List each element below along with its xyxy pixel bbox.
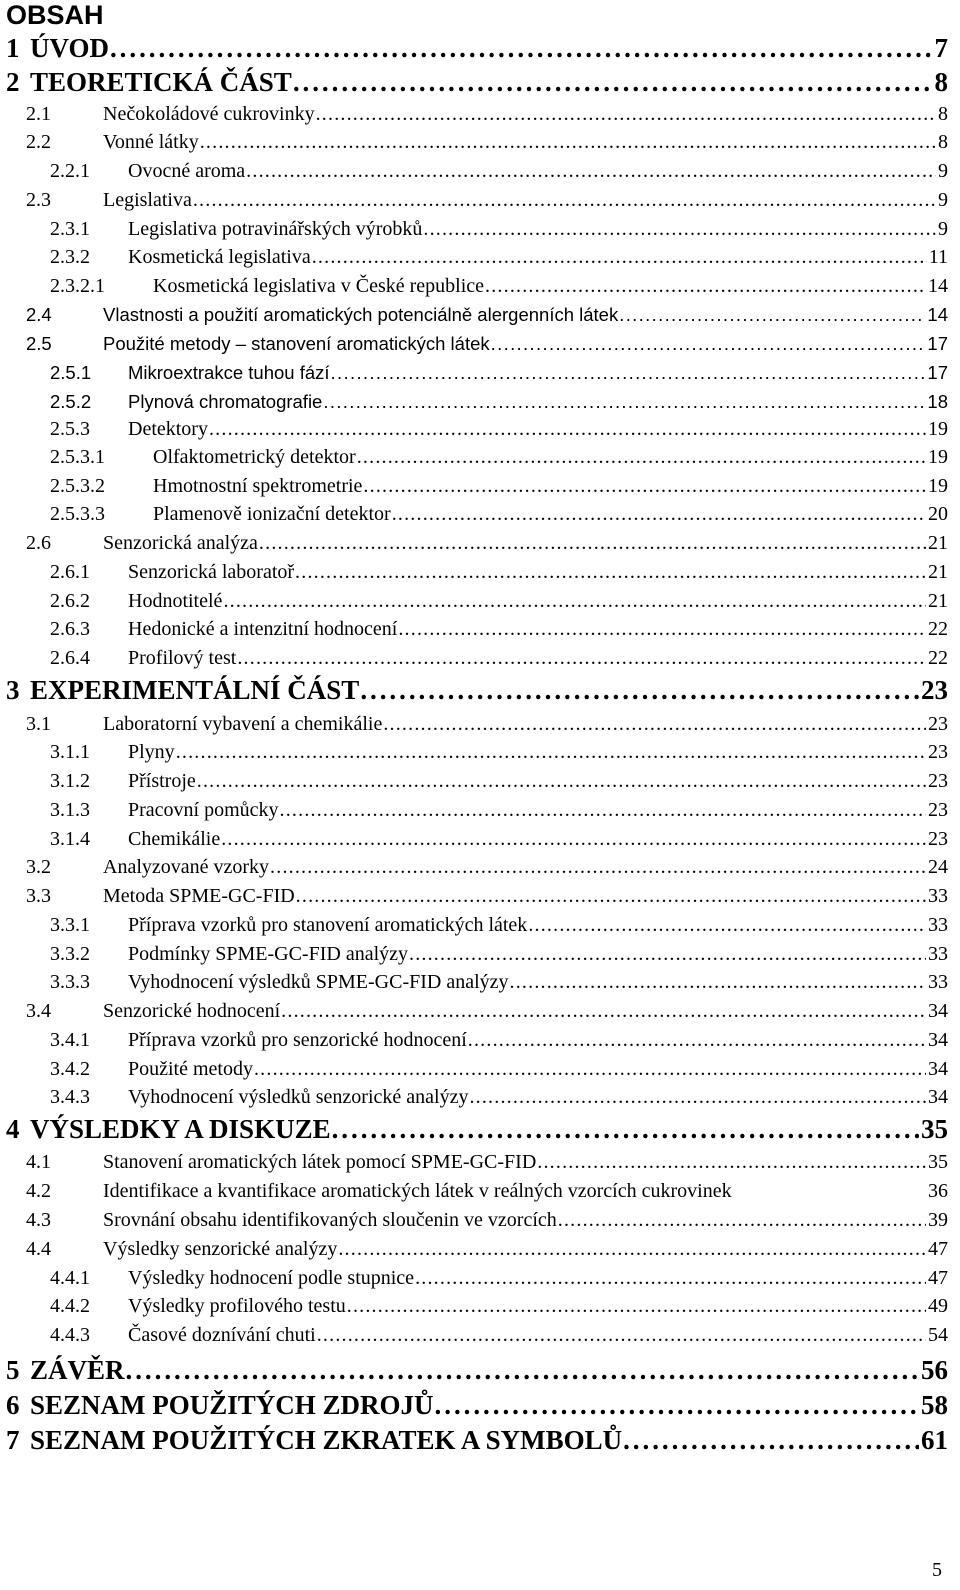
toc-entry-number: 3.1.4: [50, 828, 90, 850]
toc-entry-title: ZÁVĚR: [30, 1355, 125, 1385]
toc-entry-page: 20: [928, 503, 948, 525]
toc-entry-page: 33: [928, 914, 948, 936]
toc-entry-title: Laboratorní vybavení a chemikálie: [103, 713, 383, 735]
toc-dot-leader: [357, 446, 926, 469]
toc-entry[interactable]: [26, 529, 948, 555]
toc-entry-page: 35: [921, 1114, 948, 1144]
toc-entry-page: 54: [928, 1324, 948, 1346]
toc-entry[interactable]: [50, 1264, 948, 1290]
toc-entry-title: Použité metody: [128, 1058, 253, 1080]
toc-entry-number: 3.3.1: [50, 914, 90, 936]
toc-dot-leader: [409, 943, 926, 966]
toc-entry-title: Hmotnostní spektrometrie: [153, 475, 363, 497]
toc-entry[interactable]: [26, 300, 948, 326]
toc-entry[interactable]: [50, 1055, 948, 1081]
toc-dot-leader: [296, 885, 926, 908]
toc-entry[interactable]: [50, 243, 948, 269]
toc-entry-page: 22: [928, 647, 948, 669]
toc-entry-number: 3.3: [26, 885, 51, 907]
toc-entry-number: 4.4.3: [50, 1324, 90, 1346]
toc-entry-page: 23: [928, 828, 948, 850]
toc-dot-leader: [221, 828, 926, 851]
toc-dot-leader: [246, 160, 936, 183]
toc-entry-number: 4.1: [26, 1151, 51, 1173]
toc-entry-page: 33: [928, 971, 948, 993]
toc-entry-title: Identifikace a kvantifikace aromatických látek v reálných vzorcích cukrovinek: [103, 1180, 732, 1202]
toc-dot-leader: [347, 1295, 926, 1318]
toc-entry-number: 2.3: [26, 189, 51, 211]
toc-entry[interactable]: [50, 157, 948, 183]
toc-entry-number: 2.5.2: [50, 391, 92, 412]
toc-dot-leader: [338, 1238, 926, 1261]
toc-dot-leader: [176, 741, 926, 764]
toc-entry[interactable]: [50, 415, 948, 441]
toc-entry-number: 2.6.2: [50, 590, 90, 612]
toc-entry-title: Nečokoládové cukrovinky: [103, 103, 315, 125]
toc-entry-title: Hodnotitelé: [128, 590, 223, 612]
toc-entry-page: 14: [927, 304, 948, 325]
toc-entry[interactable]: [26, 997, 948, 1023]
toc-entry-title: Analyzované vzorky: [103, 856, 270, 878]
toc-entry-title: Plyny: [128, 741, 175, 763]
toc-entry-page: 61: [921, 1425, 948, 1455]
toc-entry-number: 3.1: [26, 713, 51, 735]
toc-entry-page: 22: [928, 618, 948, 640]
toc-entry-title: Profilový test: [128, 647, 237, 669]
toc-entry-number: 2.5.3.1: [50, 446, 105, 468]
toc-dot-leader: [312, 246, 927, 269]
toc-entry-page: 21: [928, 561, 948, 583]
toc-entry[interactable]: [26, 1206, 948, 1232]
toc-entry-title: Hedonické a intenzitní hodnocení: [128, 618, 398, 640]
toc-entry[interactable]: [26, 186, 948, 212]
toc-entry[interactable]: [50, 558, 948, 584]
toc-entry[interactable]: [50, 500, 948, 526]
toc-entry[interactable]: [6, 1389, 948, 1421]
toc-entry-page: 14: [928, 275, 948, 297]
toc-dot-leader: [435, 1390, 919, 1421]
toc-entry-number: 6: [6, 1390, 20, 1420]
toc-entry-page: 34: [928, 1000, 948, 1022]
toc-entry-title: Olfaktometrický detektor: [153, 446, 356, 468]
toc-entry-number: 2.5.3.2: [50, 475, 105, 497]
toc-dot-leader: [528, 914, 926, 937]
toc-entry-title: Chemikálie: [128, 828, 221, 850]
toc-entry-title: Kosmetická legislativa: [128, 246, 311, 268]
toc-entry-title: EXPERIMENTÁLNÍ ČÁST: [30, 675, 360, 705]
toc-dot-leader: [270, 856, 926, 879]
toc-entry[interactable]: [26, 329, 948, 355]
toc-entry[interactable]: [6, 32, 948, 64]
toc-entry-number: 4.4: [26, 1238, 51, 1260]
toc-entry[interactable]: [50, 615, 948, 641]
toc-entry[interactable]: [6, 1113, 948, 1145]
toc-entry[interactable]: [50, 825, 948, 851]
toc-entry-page: 39: [928, 1209, 948, 1231]
toc-entry[interactable]: [50, 1321, 948, 1347]
toc-entry[interactable]: [26, 128, 948, 154]
toc-entry-page: 33: [928, 943, 948, 965]
toc-entry-number: 2.4: [26, 304, 52, 325]
toc-entry-title: Výsledky hodnocení podle stupnice: [128, 1267, 415, 1289]
toc-entry[interactable]: [26, 710, 948, 736]
toc-entry[interactable]: [50, 1026, 948, 1052]
toc-entry[interactable]: [50, 644, 948, 670]
toc-dot-leader: [510, 971, 926, 994]
toc-dot-leader: [200, 131, 936, 154]
toc-entry-number: 3.4.3: [50, 1086, 90, 1108]
toc-dot-leader: [363, 475, 926, 498]
toc-entry-title: Příprava vzorků pro stanovení aromatických látek: [128, 914, 528, 936]
toc-entry-number: 2.6: [26, 532, 51, 554]
toc-entry-page: 19: [928, 475, 948, 497]
toc-entry-number: 5: [6, 1355, 20, 1385]
toc-entry-title: Časové doznívání chuti: [128, 1324, 316, 1346]
toc-dot-leader: [316, 103, 936, 126]
toc-entry[interactable]: [26, 1177, 948, 1203]
toc-entry-title: Výsledky profilového testu: [128, 1295, 346, 1317]
toc-entry-page: 18: [927, 391, 948, 412]
toc-entry-page: 33: [928, 885, 948, 907]
toc-entry-page: 34: [928, 1029, 948, 1051]
toc-entry-title: SEZNAM POUŽITÝCH ZKRATEK A SYMBOLŮ: [30, 1425, 623, 1455]
toc-entry[interactable]: [50, 215, 948, 241]
toc-entry-number: 2.3.2: [50, 246, 90, 268]
toc-entry-page: 23: [928, 799, 948, 821]
toc-entry-page: 36: [928, 1180, 948, 1202]
toc-entry-title: Pracovní pomůcky: [128, 799, 279, 821]
toc-entry-title: Příprava vzorků pro senzorické hodnocení: [128, 1029, 467, 1051]
toc-entry-page: 17: [927, 333, 948, 354]
toc-entry[interactable]: [50, 940, 948, 966]
toc-entry-page: 47: [928, 1238, 948, 1260]
toc-entry-page: 8: [938, 131, 948, 153]
toc-entry-title: SEZNAM POUŽITÝCH ZDROJŮ: [30, 1390, 434, 1420]
toc-entry-number: 3.3.2: [50, 943, 90, 965]
toc-entry-title: Použité metody – stanovení aromatických látek: [103, 333, 490, 354]
toc-entry[interactable]: [26, 853, 948, 879]
toc-heading: OBSAH: [6, 0, 104, 30]
toc-entry-title: Kosmetická legislativa v České republice: [153, 275, 485, 297]
toc-entry-title: Senzorická laboratoř: [128, 561, 295, 583]
toc-entry-number: 7: [6, 1425, 20, 1455]
toc-entry[interactable]: [50, 738, 948, 764]
toc-entry[interactable]: [6, 1424, 948, 1456]
toc-entry[interactable]: [50, 1083, 948, 1109]
toc-entry-number: 4.3: [26, 1209, 51, 1231]
toc-entry[interactable]: [6, 66, 948, 98]
toc-entry[interactable]: [26, 1235, 948, 1261]
toc-entry[interactable]: [50, 272, 948, 298]
toc-entry-page: 17: [927, 362, 948, 383]
toc-entry[interactable]: [50, 796, 948, 822]
toc-entry-page: 23: [928, 770, 948, 792]
toc-entry[interactable]: [50, 358, 948, 384]
toc-entry-number: 2.3.2.1: [50, 275, 105, 297]
toc-entry-title: Srovnání obsahu identifikovaných sloučenin ve vzorcích: [103, 1209, 557, 1231]
toc-entry-title: Vlastnosti a použití aromatických potenciálně alergenních látek: [103, 304, 619, 325]
toc-entry-page: 34: [928, 1058, 948, 1080]
toc-entry-page: 8: [934, 67, 948, 97]
toc-entry-number: 3.1.2: [50, 770, 90, 792]
toc-dot-leader: [392, 503, 926, 526]
toc-entry-number: 3: [6, 675, 20, 705]
toc-dot-leader: [280, 799, 926, 822]
toc-entry[interactable]: [50, 443, 948, 469]
toc-entry-number: 4.2: [26, 1180, 51, 1202]
toc-entry-title: Plynová chromatografie: [128, 391, 323, 412]
toc-entry-number: 3.4.2: [50, 1058, 90, 1080]
toc-dot-leader: [281, 1000, 926, 1023]
toc-entry-title: Vyhodnocení výsledků SPME-GC-FID analýzy: [128, 971, 509, 993]
toc-dot-leader: [317, 1324, 926, 1347]
toc-entry-page: 9: [938, 189, 948, 211]
toc-entry-page: 24: [928, 856, 948, 878]
toc-entry-page: 56: [921, 1355, 948, 1385]
toc-entry-number: 2.1: [26, 103, 51, 125]
toc-entry[interactable]: [6, 674, 948, 706]
toc-entry-title: Legislativa potravinářských výrobků: [128, 218, 423, 240]
toc-dot-leader: [254, 1058, 926, 1081]
toc-dot-leader: [619, 304, 925, 326]
toc-entry-number: 3.4: [26, 1000, 51, 1022]
toc-entry-number: 3.2: [26, 856, 51, 878]
toc-entry-number: 1: [6, 33, 20, 63]
toc-entry-title: Plamenově ionizační detektor: [153, 503, 391, 525]
toc-entry-title: Stanovení aromatických látek pomocí SPME-GC-FID: [103, 1151, 537, 1173]
toc-entry-page: 9: [938, 160, 948, 182]
toc-entry[interactable]: [50, 767, 948, 793]
toc-dot-leader: [237, 647, 926, 670]
toc-entry-page: 8: [938, 103, 948, 125]
toc-dot-leader: [537, 1151, 926, 1174]
toc-dot-leader: [223, 590, 926, 613]
toc-dot-leader: [209, 418, 926, 441]
toc-entry-title: ÚVOD: [30, 33, 109, 63]
toc-dot-leader: [623, 1425, 919, 1456]
toc-entry-number: 3.1.1: [50, 741, 90, 763]
toc-dot-leader: [295, 561, 926, 584]
toc-dot-leader: [126, 1355, 919, 1386]
toc-entry-page: 19: [928, 446, 948, 468]
toc-entry-number: 4.4.1: [50, 1267, 90, 1289]
toc-dot-leader: [485, 275, 926, 298]
toc-entry-page: 35: [928, 1151, 948, 1173]
toc-entry-number: 2.5: [26, 333, 52, 354]
toc-entry[interactable]: [50, 472, 948, 498]
toc-entry-page: 21: [928, 532, 948, 554]
toc-entry-number: 2.2: [26, 131, 51, 153]
toc-entry-number: 2.6.3: [50, 618, 90, 640]
toc-entry-title: TEORETICKÁ ČÁST: [30, 67, 292, 97]
toc-entry-number: 2: [6, 67, 20, 97]
toc-entry-title: Mikroextrakce tuhou fází: [128, 362, 330, 383]
toc-entry-page: 23: [928, 713, 948, 735]
toc-dot-leader: [468, 1029, 926, 1052]
toc-dot-leader: [398, 618, 926, 641]
toc-dot-leader: [323, 391, 925, 413]
toc-entry-number: 2.2.1: [50, 160, 90, 182]
toc-entry-title: Vonné látky: [103, 131, 199, 153]
toc-entry[interactable]: [26, 100, 948, 126]
toc-entry[interactable]: [26, 1148, 948, 1174]
toc-dot-leader: [360, 675, 919, 706]
toc-entry-number: 2.5.3: [50, 418, 90, 440]
toc-entry[interactable]: [26, 882, 948, 908]
toc-entry-page: 49: [928, 1295, 948, 1317]
toc-entry-number: 2.6.4: [50, 647, 90, 669]
toc-entry-title: Senzorické hodnocení: [103, 1000, 281, 1022]
toc-entry[interactable]: [50, 1292, 948, 1318]
toc-dot-leader: [332, 1114, 919, 1145]
toc-entry-page: 23: [928, 741, 948, 763]
toc-entry-page: 23: [921, 675, 948, 705]
toc-entry-number: 3.4.1: [50, 1029, 90, 1051]
toc-entry[interactable]: [50, 387, 948, 413]
toc-dot-leader: [415, 1267, 926, 1290]
toc-entry-number: 3.1.3: [50, 799, 90, 821]
toc-entry-number: 2.5.3.3: [50, 503, 105, 525]
toc-dot-leader: [469, 1086, 926, 1109]
toc-entry[interactable]: [50, 968, 948, 994]
toc-dot-leader: [197, 770, 926, 793]
toc-entry-number: 2.5.1: [50, 362, 92, 383]
toc-dot-leader: [423, 218, 936, 241]
toc-dot-leader: [383, 713, 926, 736]
toc-entry-title: Metoda SPME-GC-FID: [103, 885, 295, 907]
toc-entry-title: Legislativa: [103, 189, 192, 211]
toc-entry-page: 34: [928, 1086, 948, 1108]
toc-entry-title: Podmínky SPME-GC-FID analýzy: [128, 943, 408, 965]
toc-entry-title: Detektory: [128, 418, 208, 440]
toc-entry-page: 19: [928, 418, 948, 440]
page-number: 5: [932, 1559, 942, 1581]
toc-entry-number: 4.4.2: [50, 1295, 90, 1317]
toc-dot-leader: [259, 532, 926, 555]
toc-dot-leader: [491, 333, 926, 355]
toc-entry-title: Výsledky senzorické analýzy: [103, 1238, 338, 1260]
toc-entry-title: Senzorická analýza: [103, 532, 258, 554]
toc-entry[interactable]: [50, 587, 948, 613]
toc-entry-page: 9: [938, 218, 948, 240]
toc-entry[interactable]: [6, 1354, 948, 1386]
toc-dot-leader: [331, 362, 926, 384]
toc-entry-number: 3.3.3: [50, 971, 90, 993]
toc-entry-page: 21: [928, 590, 948, 612]
toc-entry-number: 2.6.1: [50, 561, 90, 583]
toc-dot-leader: [110, 33, 933, 64]
toc-entry-number: 4: [6, 1114, 20, 1144]
toc-entry-title: Vyhodnocení výsledků senzorické analýzy: [128, 1086, 469, 1108]
toc-dot-leader: [558, 1209, 926, 1232]
toc-entry-page: 58: [921, 1390, 948, 1420]
toc-entry-title: Ovocné aroma: [128, 160, 246, 182]
toc-entry-title: Přístroje: [128, 770, 196, 792]
toc-dot-leader: [293, 67, 933, 98]
toc-entry[interactable]: [50, 911, 948, 937]
toc-entry-title: VÝSLEDKY A DISKUZE: [30, 1114, 331, 1144]
toc-dot-leader: [193, 189, 936, 212]
toc-entry-page: 47: [928, 1267, 948, 1289]
toc-entry-page: 7: [934, 33, 948, 63]
toc-entry-number: 2.3.1: [50, 218, 90, 240]
toc-entry-page: 11: [928, 246, 948, 268]
